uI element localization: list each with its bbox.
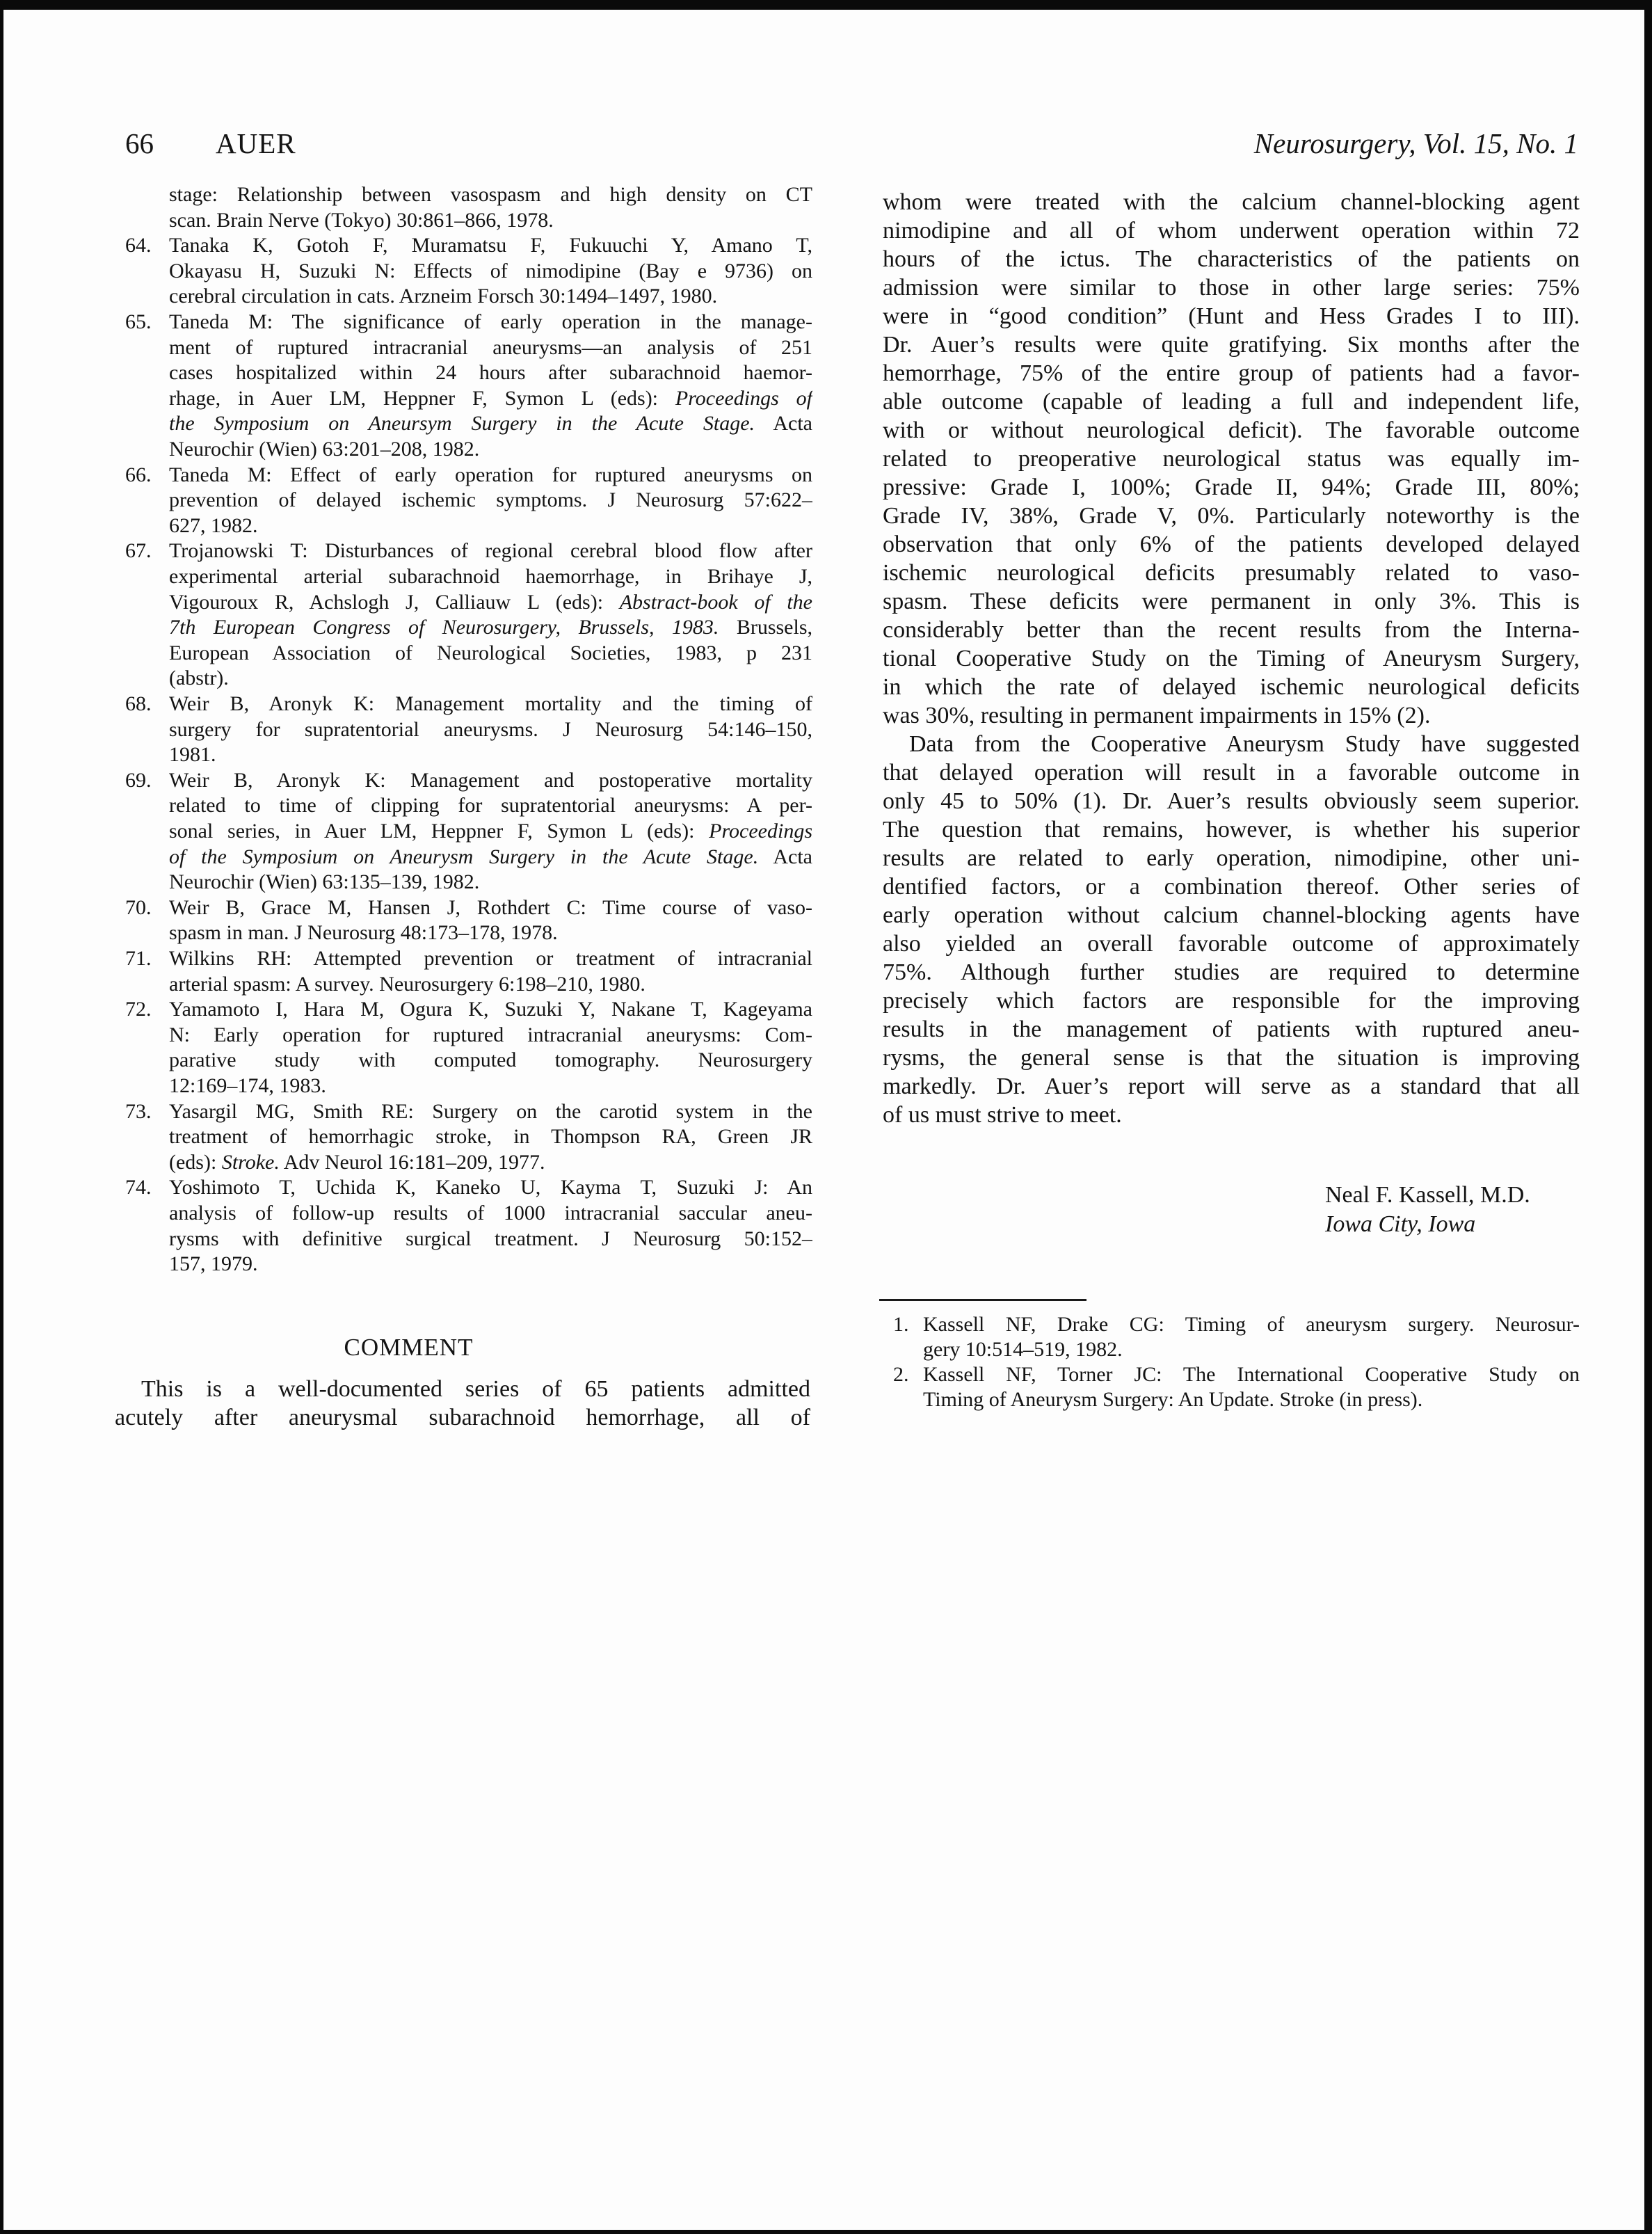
- reference-number: 69.: [125, 768, 152, 792]
- reference-line: cerebral circulation in cats. Arzneim Forsch 30:1494–1497, 1980.: [169, 285, 718, 308]
- comment-line: 75%. Although further studies are required to determine: [883, 959, 1580, 985]
- reference-number: 70.: [125, 895, 152, 919]
- reference-line: sonal series, in Auer LM, Heppner F, Symon L (eds): Proceedings: [169, 820, 812, 843]
- reference-line: Taneda M: The significance of early operation in the manage-: [169, 310, 812, 333]
- reference-line: arterial spasm: A survey. Neurosurgery 6:198–210, 1980.: [169, 972, 645, 996]
- reference-line: 627, 1982.: [169, 513, 258, 537]
- page-number: 66: [125, 127, 154, 159]
- comment-line: that delayed operation will result in a favorable outcome in: [883, 760, 1580, 785]
- reference-line: Trojanowski T: Disturbances of regional cerebral blood flow after: [169, 539, 812, 563]
- comment-line: hemorrhage, 75% of the entire group of patients had a favor-: [883, 360, 1580, 386]
- comment-line: Grade IV, 38%, Grade V, 0%. Particularly noteworthy is the: [883, 503, 1580, 529]
- reference-line: Neurochir (Wien) 63:201–208, 1982.: [169, 438, 480, 461]
- reference-number: 64.: [125, 234, 152, 257]
- footnote-line: gery 10:514–519, 1982.: [923, 1338, 1123, 1361]
- footnote-line: Timing of Aneurysm Surgery: An Update. Stroke (in press).: [923, 1388, 1423, 1411]
- reference-line: ment of ruptured intracranial aneurysms—an analysis of 251: [169, 335, 812, 359]
- reference-line: 1981.: [169, 743, 216, 767]
- comment-line: precisely which factors are responsible for the improving: [883, 988, 1580, 1014]
- comment-line: This is a well-documented series of 65 patients admitted: [141, 1376, 810, 1402]
- comment-line: nimodipine and all of whom underwent operation within 72: [883, 218, 1580, 244]
- comment-line: Dr. Auer’s results were quite gratifying. Six months after the: [883, 332, 1580, 358]
- comment-line: was 30%, resulting in permanent impairments in 15% (2).: [883, 703, 1431, 728]
- reference-number: 68.: [125, 692, 152, 715]
- reference-line: Taneda M: Effect of early operation for ruptured aneurysms on: [169, 463, 812, 486]
- reference-line: rhage, in Auer LM, Heppner F, Symon L (eds): Proceedings of: [169, 386, 812, 410]
- footnote-number: 2.: [893, 1363, 909, 1386]
- reference-line: rysms with definitive surgical treatment. J Neurosurg 50:152–: [169, 1227, 812, 1250]
- comment-line: whom were treated with the calcium channel-blocking agent: [883, 189, 1580, 215]
- comment-line: spasm. These deficits were permanent in only 3%. This is: [883, 589, 1580, 614]
- reference-line: Neurochir (Wien) 63:135–139, 1982.: [169, 870, 480, 894]
- comment-line: dentified factors, or a combination thereof. Other series of: [883, 874, 1580, 900]
- reference-line: 7th European Congress of Neurosurgery, Brussels, 1983. Brussels,: [169, 616, 812, 639]
- comment-line: results in the management of patients with ruptured aneu-: [883, 1016, 1580, 1042]
- comment-line: of us must strive to meet.: [883, 1102, 1122, 1128]
- reference-line: surgery for supratentorial aneurysms. J Neurosurg 54:146–150,: [169, 717, 812, 741]
- signature-name: Neal F. Kassell, M.D.: [1325, 1182, 1530, 1208]
- reference-line: cases hospitalized within 24 hours after subarachnoid haemor-: [169, 361, 812, 385]
- comment-line: were in “good condition” (Hunt and Hess Grades I to III).: [883, 303, 1580, 329]
- comment-line: admission were similar to those in other large series: 75%: [883, 275, 1580, 301]
- comment-line: related to preoperative neurological status was equally im-: [883, 446, 1580, 472]
- comment-line: in which the rate of delayed ischemic neurological deficits: [883, 674, 1580, 700]
- reference-line: analysis of follow-up results of 1000 intracranial saccular aneu-: [169, 1202, 812, 1224]
- journal-page: [3, 10, 1644, 2230]
- reference-line: (eds): Stroke. Adv Neurol 16:181–209, 1977.: [169, 1150, 545, 1174]
- reference-line: treatment of hemorrhagic stroke, in Thompson RA, Green JR: [169, 1125, 812, 1149]
- comment-line: Data from the Cooperative Aneurysm Study have suggested: [909, 731, 1580, 757]
- journal-citation: Neurosurgery, Vol. 15, No. 1: [1253, 127, 1578, 159]
- reference-line: European Association of Neurological Societies, 1983, p 231: [169, 641, 812, 664]
- reference-line: spasm in man. J Neurosurg 48:173–178, 1978.: [169, 921, 558, 945]
- running-head: AUER: [216, 127, 296, 159]
- reference-line: experimental arterial subarachnoid haemorrhage, in Brihaye J,: [169, 565, 812, 588]
- reference-number: 66.: [125, 463, 152, 486]
- signature-location: Iowa City, Iowa: [1325, 1211, 1476, 1237]
- comment-heading: COMMENT: [344, 1334, 474, 1361]
- reference-line: N: Early operation for ruptured intracranial aneurysms: Com-: [169, 1023, 812, 1046]
- reference-line: Vigouroux R, Achslogh J, Calliauw L (eds): Abstract-book of the: [169, 590, 812, 614]
- reference-number: 65.: [125, 310, 152, 333]
- reference-line: Yamamoto I, Hara M, Ogura K, Suzuki Y, Nakane T, Kageyama: [169, 998, 812, 1021]
- comment-line: markedly. Dr. Auer’s report will serve as a standard that all: [883, 1074, 1580, 1099]
- comment-line: able outcome (capable of leading a full and independent life,: [883, 389, 1580, 415]
- reference-line: scan. Brain Nerve (Tokyo) 30:861–866, 1978.: [169, 208, 554, 232]
- reference-line: parative study with computed tomography. Neurosurgery: [169, 1048, 812, 1072]
- comment-line: The question that remains, however, is whether his superior: [883, 817, 1580, 843]
- reference-line: Weir B, Grace M, Hansen J, Rothdert C: Time course of vaso-: [169, 895, 812, 919]
- footnote-line: Kassell NF, Drake CG: Timing of aneurysm surgery. Neurosur-: [923, 1313, 1580, 1336]
- reference-line: stage: Relationship between vasospasm and high density on CT: [169, 183, 812, 206]
- reference-line: prevention of delayed ischemic symptoms. J Neurosurg 57:622–: [169, 488, 812, 512]
- reference-line: Yasargil MG, Smith RE: Surgery on the carotid system in the: [169, 1099, 812, 1123]
- comment-line: pressive: Grade I, 100%; Grade II, 94%; Grade III, 80%;: [883, 474, 1580, 500]
- comment-line: only 45 to 50% (1). Dr. Auer’s results obviously seem superior.: [883, 788, 1580, 814]
- comment-line: observation that only 6% of the patients developed delayed: [883, 532, 1580, 557]
- comment-line: acutely after aneurysmal subarachnoid hemorrhage, all of: [115, 1405, 810, 1430]
- comment-line: ischemic neurological deficits presumably related to vaso-: [883, 560, 1580, 586]
- reference-line: (abstr).: [169, 667, 229, 690]
- reference-line: of the Symposium on Aneurysm Surgery in the Acute Stage. Acta: [169, 845, 812, 868]
- comment-line: tional Cooperative Study on the Timing of Aneurysm Surgery,: [883, 646, 1580, 671]
- reference-number: 73.: [125, 1099, 152, 1123]
- reference-number: 67.: [125, 539, 152, 563]
- reference-line: the Symposium on Aneursym Surgery in the Acute Stage. Acta: [169, 412, 812, 436]
- footnote-divider: [879, 1299, 1086, 1301]
- comment-line: also yielded an overall favorable outcome of approximately: [883, 931, 1580, 957]
- reference-line: 12:169–174, 1983.: [169, 1074, 326, 1097]
- comment-line: early operation without calcium channel-blocking agents have: [883, 902, 1580, 928]
- reference-line: related to time of clipping for supratentorial aneurysms: A per-: [169, 794, 812, 817]
- reference-line: Yoshimoto T, Uchida K, Kaneko U, Kayma T, Suzuki J: An: [169, 1176, 812, 1199]
- comment-line: considerably better than the recent results from the Interna-: [883, 617, 1580, 643]
- reference-number: 74.: [125, 1176, 152, 1199]
- reference-line: Weir B, Aronyk K: Management and postoperative mortality: [169, 768, 812, 792]
- comment-line: results are related to early operation, nimodipine, other uni-: [883, 845, 1580, 871]
- comment-line: hours of the ictus. The characteristics of the patients on: [883, 246, 1580, 272]
- comment-line: with or without neurological deficit). The favorable outcome: [883, 417, 1580, 443]
- reference-line: Wilkins RH: Attempted prevention or treatment of intracranial: [169, 947, 812, 970]
- reference-line: Okayasu H, Suzuki N: Effects of nimodipine (Bay e 9736) on: [169, 259, 812, 282]
- reference-number: 71.: [125, 947, 152, 970]
- footnote-line: Kassell NF, Torner JC: The International Cooperative Study on: [923, 1363, 1580, 1386]
- reference-line: Weir B, Aronyk K: Management mortality and the timing of: [169, 692, 812, 715]
- reference-line: Tanaka K, Gotoh F, Muramatsu F, Fukuuchi Y, Amano T,: [169, 234, 812, 257]
- reference-number: 72.: [125, 998, 152, 1021]
- reference-line: 157, 1979.: [169, 1252, 258, 1276]
- footnote-number: 1.: [893, 1313, 909, 1336]
- comment-line: rysms, the general sense is that the situation is improving: [883, 1045, 1580, 1071]
